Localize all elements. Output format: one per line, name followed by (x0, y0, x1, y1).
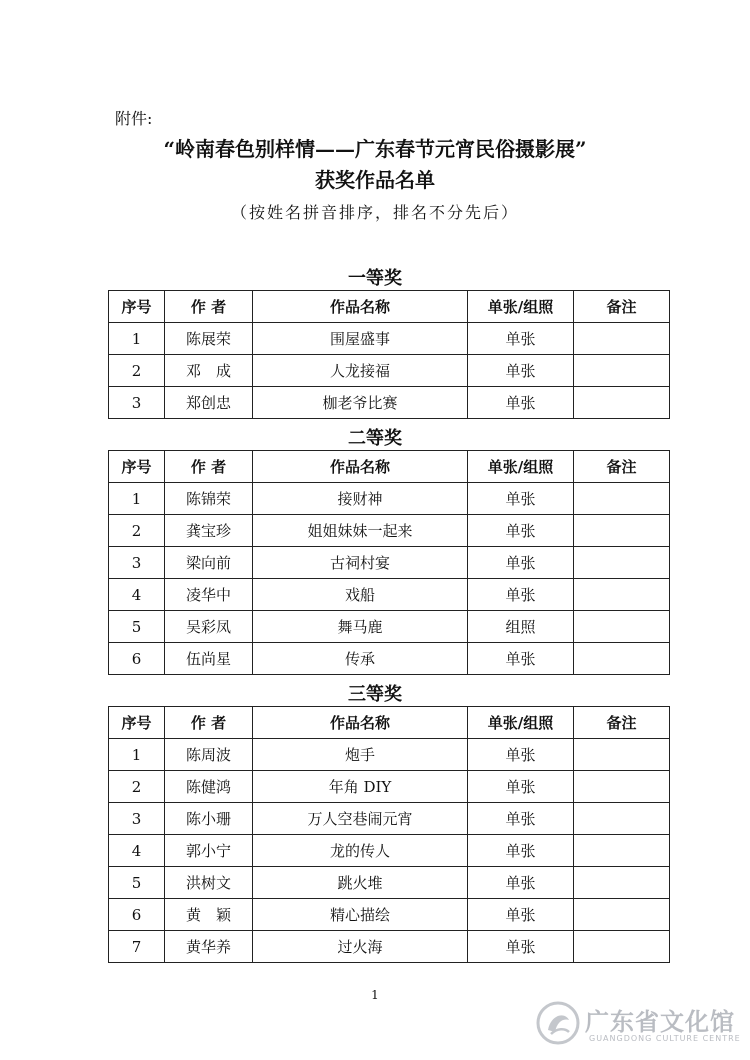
first-prize-table (108, 290, 670, 419)
cell-remark (574, 611, 670, 643)
header-work: 作品名称 (253, 451, 468, 483)
cell-no: 4 (109, 579, 165, 611)
table-row (109, 547, 670, 579)
cell-type: 组照 (468, 611, 574, 643)
header-no: 序号 (109, 451, 165, 483)
cell-work: 年角 DIY (253, 771, 468, 803)
sorting-note: （按姓名拼音排序，排名不分先后） (230, 203, 519, 222)
cell-no: 5 (109, 867, 165, 899)
cell-no: 3 (109, 547, 165, 579)
cell-author: 梁向前 (165, 547, 253, 579)
document-subtitle: 获奖作品名单 (315, 168, 435, 192)
third-prize-table (108, 706, 670, 963)
cell-no: 2 (109, 355, 165, 387)
cell-no: 2 (109, 771, 165, 803)
header-work: 作品名称 (253, 707, 468, 739)
cell-work: 传承 (253, 643, 468, 675)
table-row (109, 931, 670, 963)
cell-no: 2 (109, 515, 165, 547)
cell-work: 龙的传人 (253, 835, 468, 867)
header-author: 作 者 (165, 291, 253, 323)
table-row (109, 771, 670, 803)
cell-author: 吴彩凤 (165, 611, 253, 643)
cell-type: 单张 (468, 835, 574, 867)
table-row (109, 899, 670, 931)
cell-remark (574, 771, 670, 803)
cell-work: 姐姐妹妹一起来 (253, 515, 468, 547)
table-row (109, 323, 670, 355)
header-work: 作品名称 (253, 291, 468, 323)
cell-no: 3 (109, 387, 165, 419)
header-type: 单张/组照 (468, 707, 574, 739)
cell-remark (574, 867, 670, 899)
cell-type: 单张 (468, 771, 574, 803)
section-heading-third-prize: 三等奖 (348, 684, 402, 705)
table-header-row (109, 291, 670, 323)
table-row (109, 835, 670, 867)
cell-no: 1 (109, 483, 165, 515)
cell-work: 精心描绘 (253, 899, 468, 931)
table-row (109, 867, 670, 899)
second-prize-table (108, 450, 670, 675)
cell-type: 单张 (468, 323, 574, 355)
watermark-subtext: GUANGDONG CULTURE CENTRE (589, 1034, 741, 1043)
cell-remark (574, 835, 670, 867)
cell-work: 炮手 (253, 739, 468, 771)
cell-work: 接财神 (253, 483, 468, 515)
table-row (109, 387, 670, 419)
cell-type: 单张 (468, 931, 574, 963)
cell-no: 6 (109, 899, 165, 931)
cell-author: 龚宝珍 (165, 515, 253, 547)
cell-remark (574, 547, 670, 579)
cell-no: 4 (109, 835, 165, 867)
cell-type: 单张 (468, 483, 574, 515)
cell-author: 陈周波 (165, 739, 253, 771)
cell-remark (574, 515, 670, 547)
cell-remark (574, 355, 670, 387)
header-remark: 备注 (574, 451, 670, 483)
watermark-text: 广东省文化馆 (585, 1008, 735, 1036)
header-type: 单张/组照 (468, 291, 574, 323)
cell-work: 万人空巷闹元宵 (253, 803, 468, 835)
cell-no: 3 (109, 803, 165, 835)
cell-author: 陈小珊 (165, 803, 253, 835)
table-row (109, 611, 670, 643)
cell-remark (574, 803, 670, 835)
cell-author: 黄 颖 (165, 899, 253, 931)
cell-type: 单张 (468, 899, 574, 931)
header-author: 作 者 (165, 707, 253, 739)
cell-remark (574, 739, 670, 771)
cell-author: 陈锦荣 (165, 483, 253, 515)
cell-remark (574, 387, 670, 419)
cell-remark (574, 899, 670, 931)
table-row (109, 355, 670, 387)
cell-work: 枷老爷比赛 (253, 387, 468, 419)
cell-type: 单张 (468, 355, 574, 387)
section-heading-first-prize: 一等奖 (348, 268, 402, 289)
table-row (109, 803, 670, 835)
header-author: 作 者 (165, 451, 253, 483)
cell-type: 单张 (468, 387, 574, 419)
attachment-label: 附件: (115, 109, 153, 128)
cell-remark (574, 643, 670, 675)
culture-centre-logo-icon (535, 1000, 581, 1046)
table-header-row (109, 451, 670, 483)
cell-work: 人龙接福 (253, 355, 468, 387)
table-header-row (109, 707, 670, 739)
cell-type: 单张 (468, 803, 574, 835)
cell-no: 6 (109, 643, 165, 675)
header-no: 序号 (109, 291, 165, 323)
cell-author: 凌华中 (165, 579, 253, 611)
cell-type: 单张 (468, 515, 574, 547)
cell-no: 7 (109, 931, 165, 963)
cell-work: 跳火堆 (253, 867, 468, 899)
cell-type: 单张 (468, 643, 574, 675)
cell-author: 陈健鸿 (165, 771, 253, 803)
table-row (109, 739, 670, 771)
cell-author: 郭小宁 (165, 835, 253, 867)
cell-work: 古祠村宴 (253, 547, 468, 579)
cell-type: 单张 (468, 579, 574, 611)
header-remark: 备注 (574, 707, 670, 739)
cell-no: 5 (109, 611, 165, 643)
cell-author: 黄华养 (165, 931, 253, 963)
cell-remark (574, 579, 670, 611)
cell-author: 郑创忠 (165, 387, 253, 419)
cell-type: 单张 (468, 739, 574, 771)
cell-author: 洪树文 (165, 867, 253, 899)
cell-work: 戏船 (253, 579, 468, 611)
header-type: 单张/组照 (468, 451, 574, 483)
watermark (535, 996, 745, 1052)
cell-work: 围屋盛事 (253, 323, 468, 355)
cell-author: 邓 成 (165, 355, 253, 387)
table-row (109, 483, 670, 515)
cell-work: 过火海 (253, 931, 468, 963)
page-number: 1 (371, 988, 379, 1002)
cell-no: 1 (109, 323, 165, 355)
table-row (109, 643, 670, 675)
table-row (109, 515, 670, 547)
cell-type: 单张 (468, 547, 574, 579)
cell-type: 单张 (468, 867, 574, 899)
cell-remark (574, 323, 670, 355)
document-title: “岭南春色别样情——广东春节元宵民俗摄影展” (163, 137, 587, 161)
section-heading-second-prize: 二等奖 (348, 428, 402, 449)
cell-remark (574, 483, 670, 515)
cell-work: 舞马鹿 (253, 611, 468, 643)
table-row (109, 579, 670, 611)
cell-remark (574, 931, 670, 963)
cell-author: 陈展荣 (165, 323, 253, 355)
cell-no: 1 (109, 739, 165, 771)
cell-author: 伍尚星 (165, 643, 253, 675)
header-no: 序号 (109, 707, 165, 739)
header-remark: 备注 (574, 291, 670, 323)
